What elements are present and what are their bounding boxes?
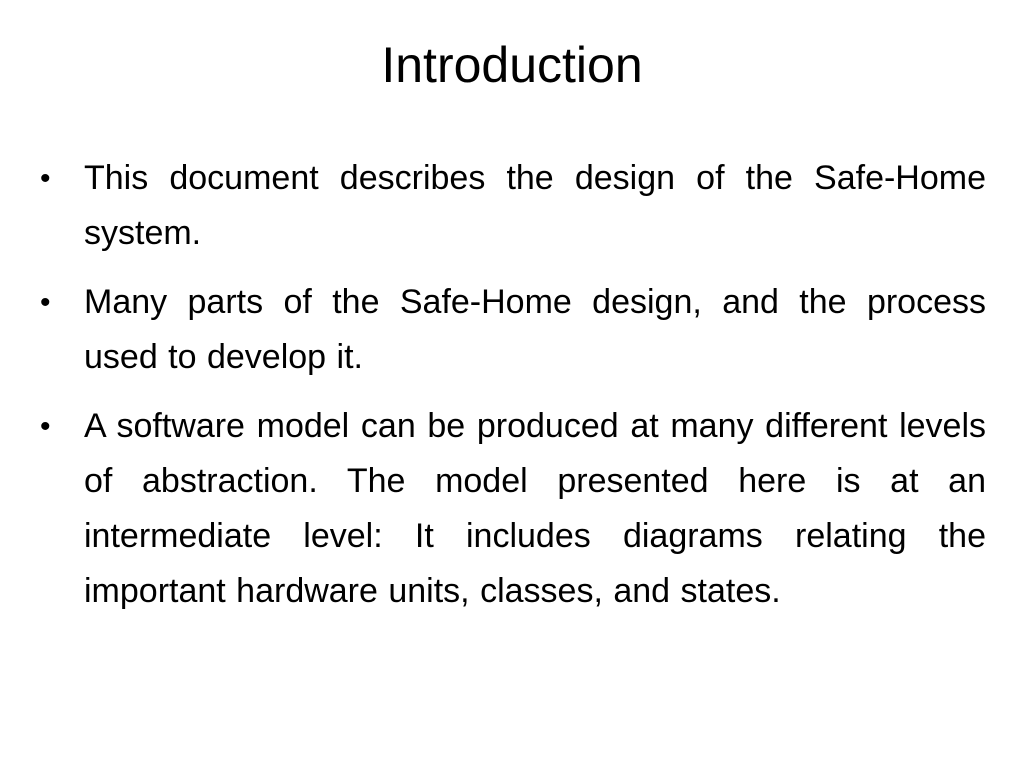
bullet-marker: • <box>40 286 51 319</box>
bullet-text: This document describes the design of the Safe-Home system. <box>84 159 986 252</box>
bullet-text: A software model can be produced at many different levels of abstraction. The model presented here is at an intermediate level: It includes diagrams relating the important hardware units, classes, and states. <box>84 407 986 610</box>
bullet-item <box>40 151 986 261</box>
bullet-item <box>40 399 986 619</box>
slide-title: Introduction <box>381 37 643 93</box>
bullet-list <box>40 151 986 633</box>
bullet-marker: • <box>40 162 51 195</box>
bullet-text: Many parts of the Safe-Home design, and the process used to develop it. <box>84 283 986 376</box>
bullet-item <box>40 275 986 385</box>
bullet-marker: • <box>40 410 51 443</box>
